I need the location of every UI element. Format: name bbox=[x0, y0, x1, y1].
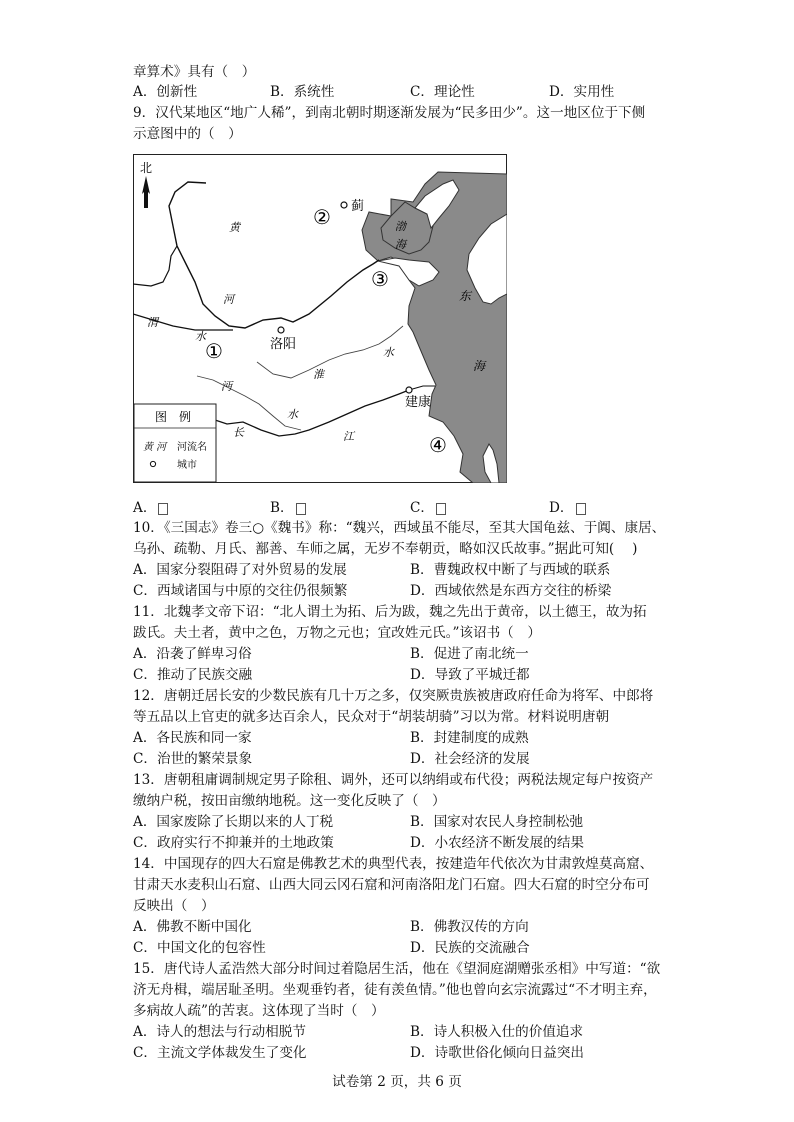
label-bo: 渤 bbox=[395, 220, 406, 233]
q11-option-b[interactable]: B．促进了南北统一 bbox=[410, 646, 529, 662]
q12-option-c[interactable]: C．治世的繁荣景象 bbox=[133, 751, 253, 767]
q11-option-c[interactable]: C．推动了民族交融 bbox=[133, 667, 253, 683]
label-huai: 淮 bbox=[313, 368, 324, 381]
city-luoyang: 洛阳 bbox=[270, 337, 297, 352]
city-marker-jiankang bbox=[406, 387, 412, 393]
q15-option-a[interactable]: A．诗人的想法与行动相脱节 bbox=[133, 1024, 306, 1040]
region-1: ① bbox=[205, 339, 223, 363]
q13-option-c[interactable]: C．政府实行不抑兼并的土地政策 bbox=[133, 835, 334, 851]
q13-option-b[interactable]: B．国家对农民人身控制松弛 bbox=[410, 814, 584, 830]
q11-option-a[interactable]: A．沿袭了鲜卑习俗 bbox=[133, 646, 252, 662]
label-donghai-hai: 海 bbox=[473, 359, 486, 373]
label-huai-shui: 水 bbox=[383, 346, 394, 359]
q10-option-b[interactable]: B．曹魏政权中断了与西域的联系 bbox=[410, 562, 611, 578]
q8-stem-tail: 章算术》具有（ ） bbox=[133, 64, 256, 80]
q10-stem-line1: 10．《三国志》卷三○《魏书》称：“魏兴，西域虽不能尽，至其大国龟兹、于阗、康居、 bbox=[133, 520, 666, 536]
label-huang: 黄 bbox=[229, 221, 240, 234]
page-footer: 试卷第 2 页，共 6 页 bbox=[332, 1074, 462, 1090]
label-wei-shui: 水 bbox=[195, 330, 206, 343]
q9-stem-line2: 示意图中的（ ） bbox=[133, 126, 242, 142]
q15-option-d[interactable]: D．诗歌世俗化倾向日益突出 bbox=[410, 1045, 585, 1061]
q14-option-a[interactable]: A．佛教不断中国化 bbox=[133, 919, 252, 935]
q8-option-a[interactable]: A．创新性 bbox=[133, 84, 198, 100]
q13-option-d[interactable]: D．小农经济不断发展的结果 bbox=[410, 835, 585, 851]
q9-option-d[interactable]: D． bbox=[549, 498, 586, 518]
city-jiankang: 建康 bbox=[405, 395, 432, 410]
q14-stem-line2: 甘肃天水麦积山石窟、山西大同云冈石窟和河南洛阳龙门石窟。四大石窟的时空分布可 bbox=[133, 877, 650, 893]
q9-option-b[interactable]: B． bbox=[270, 498, 306, 518]
label-dong: 东 bbox=[459, 289, 472, 303]
region-2: ② bbox=[313, 205, 331, 229]
q13-stem-line2: 缴纳户税，按田亩缴纳地税。这一变化反映了（ ） bbox=[133, 793, 446, 809]
label-hai: 海 bbox=[395, 238, 406, 251]
q9-stem-line1: 9．汉代某地区“地广人稀”，到南北朝时期逐渐发展为“民多田少”。这一地区位于下侧 bbox=[133, 105, 646, 121]
q11-stem-line1: 11．北魏孝文帝下诏：“北人谓土为拓、后为跋，魏之先出于黄帝，以土德王，故为拓 bbox=[133, 604, 647, 620]
q8-option-b[interactable]: B．系统性 bbox=[270, 84, 335, 100]
legend-river-sample: 黄 河 bbox=[143, 442, 167, 453]
q8-option-d[interactable]: D．实用性 bbox=[549, 84, 615, 100]
q13-option-a[interactable]: A．国家废除了长期以来的人丁税 bbox=[133, 814, 334, 830]
region-4: ④ bbox=[429, 433, 447, 457]
label-chang: 长 bbox=[233, 426, 244, 439]
q12-option-d[interactable]: D．社会经济的发展 bbox=[410, 751, 530, 767]
label-he: 河 bbox=[223, 293, 234, 306]
q15-stem-line1: 15．唐代诗人孟浩然大部分时间过着隐居生活，他在《望洞庭湖赠张丞相》中写道：“欲 bbox=[133, 961, 661, 977]
city-marker-ji bbox=[341, 202, 347, 208]
legend-city-icon bbox=[150, 461, 155, 466]
label-jiang: 江 bbox=[343, 430, 354, 443]
q14-stem-line1: 14．中国现存的四大石窟是佛教艺术的典型代表，按建造年代依次为甘肃敦煌莫高窟、 bbox=[133, 856, 654, 872]
q10-stem-line2: 乌孙、疏勒、月氏、鄯善、车师之属，无岁不奉朝贡，略如汉氏故事。”据此可知( ) bbox=[133, 541, 638, 557]
q12-stem-line1: 12．唐朝迁居长安的少数民族有几十万之多，仅突厥贵族被唐政府任命为将军、中郎将 bbox=[133, 688, 654, 704]
label-wei: 渭 bbox=[147, 316, 158, 329]
q14-stem-line3: 反映出（ ） bbox=[133, 898, 215, 914]
label-mian-shui: 水 bbox=[287, 408, 298, 421]
q9-option-c[interactable]: C． bbox=[410, 498, 446, 518]
q15-stem-line3: 多病故人疏”的苦衷。这体现了当时（ ） bbox=[133, 1003, 385, 1019]
legend-city-label: 城市 bbox=[177, 460, 197, 471]
q15-option-b[interactable]: B．诗人积极入仕的价值追求 bbox=[410, 1024, 584, 1040]
q11-stem-line2: 跋氏。夫土者，黄中之色，万物之元也；宜改姓元氏。”该诏书（ ） bbox=[133, 625, 541, 641]
city-marker-luoyang bbox=[278, 327, 284, 333]
q13-stem-line1: 13．唐朝租庸调制规定男子除租、调外，还可以纳绢或布代役；两税法规定每户按资产 bbox=[133, 772, 654, 788]
q10-option-d[interactable]: D．西域依然是东西方交往的桥梁 bbox=[410, 583, 612, 599]
q14-option-b[interactable]: B．佛教汉传的方向 bbox=[410, 919, 529, 935]
q14-option-c[interactable]: C．中国文化的包容性 bbox=[133, 940, 266, 956]
region-3: ③ bbox=[371, 267, 389, 291]
label-mian: 沔 bbox=[221, 380, 232, 393]
legend-title: 图 例 bbox=[155, 410, 192, 424]
q11-option-d[interactable]: D．导致了平城迁都 bbox=[410, 667, 530, 683]
legend-river-label: 河流名 bbox=[177, 442, 207, 453]
q9-option-a[interactable]: A． bbox=[133, 498, 168, 518]
q10-option-a[interactable]: A．国家分裂阻碍了对外贸易的发展 bbox=[133, 562, 347, 578]
q8-option-c[interactable]: C．理论性 bbox=[410, 84, 475, 100]
q12-option-b[interactable]: B．封建制度的成熟 bbox=[410, 730, 529, 746]
q10-option-c[interactable]: C．西域诸国与中原的交往仍很频繁 bbox=[133, 583, 348, 599]
q15-option-c[interactable]: C．主流文学体裁发生了变化 bbox=[133, 1045, 307, 1061]
north-label: 北 bbox=[140, 161, 153, 175]
q15-stem-line2: 济无舟楫，端居耻圣明。坐观垂钓者，徒有羡鱼情。”他也曾向玄宗流露过“不才明主弃， bbox=[133, 982, 657, 998]
q12-option-a[interactable]: A．各民族和同一家 bbox=[133, 730, 252, 746]
historical-map bbox=[133, 154, 507, 483]
q14-option-d[interactable]: D．民族的交流融合 bbox=[410, 940, 530, 956]
q12-stem-line2: 等五品以上官吏的就多达百余人，民众对于“胡装胡骑”习以为常。材料说明唐朝 bbox=[133, 709, 610, 725]
city-ji: 蓟 bbox=[351, 199, 365, 214]
